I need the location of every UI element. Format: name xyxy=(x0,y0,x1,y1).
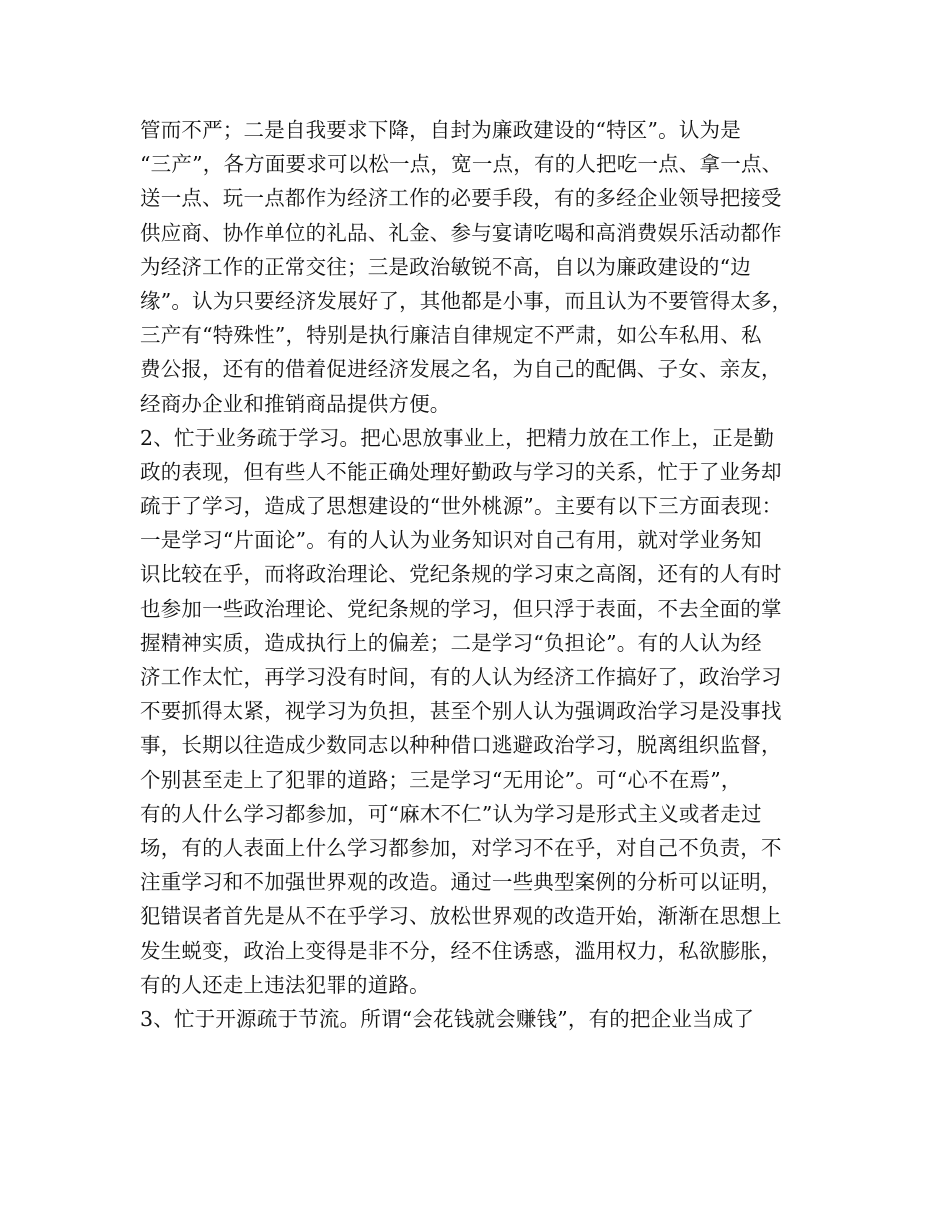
text-line: 缘”。认为只要经济发展好了，其他都是小事，而且认为不要管得太多， xyxy=(140,288,793,313)
text-line: 为经济工作的正常交往；三是政治敏锐不高，自以为廉政建设的“边 xyxy=(140,254,751,279)
text-line: “三产”，各方面要求可以松一点，宽一点，有的人把吃一点、拿一点、 xyxy=(140,152,783,177)
text-line: 送一点、玩一点都作为经济工作的必要手段，有的多经企业领导把接受 xyxy=(140,186,782,211)
text-line: 不要抓得太紧，视学习为负担，甚至个别人认为强调政治学习是没事找 xyxy=(140,699,782,724)
text-line: 疏于了学习，造成了思想建设的“世外桃源”。主要有以下三方面表现： xyxy=(140,494,783,519)
text-line: 握精神实质，造成执行上的偏差；二是学习“负担论”。有的人认为经 xyxy=(140,630,762,655)
text-line: 发生蜕变，政治上变得是非不分，经不住诱惑，滥用权力，私欲膨胀， xyxy=(140,938,782,963)
body-text xyxy=(140,113,830,1036)
text-line: 一是学习“片面论”。有的人认为业务知识对自己有用，就对学业务知 xyxy=(140,528,762,553)
text-line: 政的表现，但有些人不能正确处理好勤政与学习的关系，忙于了业务却 xyxy=(140,459,782,484)
text-line: 识比较在乎，而将政治理论、党纪条规的学习束之高阁，还有的人有时 xyxy=(140,562,782,587)
text-line: 注重学习和不加强世界观的改造。通过一些典型案例的分析可以证明， xyxy=(140,870,782,895)
text-line: 场，有的人表面上什么学习都参加，对学习不在乎，对自己不负责，不 xyxy=(140,835,782,860)
text-line: 2、忙于业务疏于学习。把心思放事业上，把精力放在工作上，正是勤 xyxy=(140,425,775,450)
text-line: 三产有“特殊性”，特别是执行廉洁自律规定不严肃，如公车私用、私 xyxy=(140,323,762,348)
text-line: 有的人还走上违法犯罪的道路。 xyxy=(140,972,430,997)
text-line: 也参加一些政治理论、党纪条规的学习，但只浮于表面，不去全面的掌 xyxy=(140,596,782,621)
text-line: 管而不严；二是自我要求下降，自封为廉政建设的“特区”。认为是 xyxy=(140,118,741,142)
text-line: 个别甚至走上了犯罪的道路；三是学习“无用论”。可“心不在焉”， xyxy=(140,767,742,792)
text-line: 供应商、协作单位的礼品、礼金、参与宴请吃喝和高消费娱乐活动都作 xyxy=(140,220,782,245)
text-line: 3、忙于开源疏于节流。所谓“会花钱就会赚钱”，有的把企业当成了 xyxy=(140,1006,755,1031)
text-line: 犯错误者首先是从不在乎学习、放松世界观的改造开始，渐渐在思想上 xyxy=(140,904,782,929)
text-line: 事，长期以往造成少数同志以种种借口逃避政治学习，脱离组织监督， xyxy=(140,733,782,758)
text-line: 费公报，还有的借着促进经济发展之名，为自己的配偶、子女、亲友， xyxy=(140,357,782,382)
text-line: 有的人什么学习都参加，可“麻木不仁”认为学习是形式主义或者走过 xyxy=(140,801,762,826)
text-line: 济工作太忙，再学习没有时间，有的人认为经济工作搞好了，政治学习 xyxy=(140,665,782,689)
text-line: 经商办企业和推销商品提供方便。 xyxy=(140,391,451,416)
